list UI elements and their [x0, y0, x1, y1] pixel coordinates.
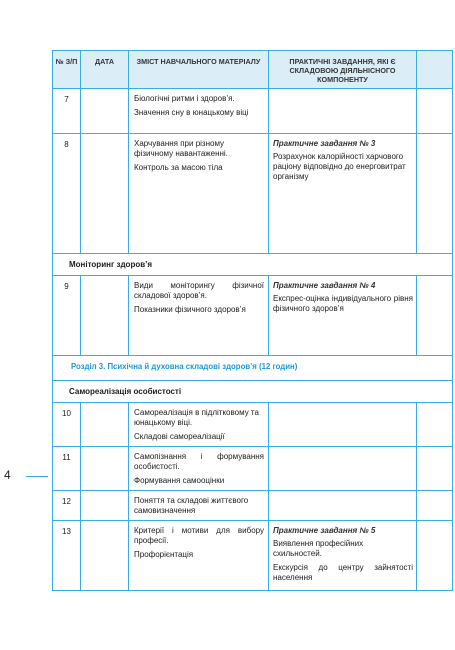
content-line: Складові самореалізації	[134, 432, 225, 441]
lesson-plan-table	[52, 50, 453, 591]
content-line: Біологічні ритми і здоров’я.	[134, 94, 235, 103]
content-line: Формування самооцінки	[134, 476, 225, 485]
content-line: Критерії і мотиви для вибору професії.	[134, 526, 264, 545]
section-row	[53, 254, 453, 276]
row-content	[129, 491, 269, 521]
row-number: 12	[53, 491, 81, 521]
row-task	[269, 491, 417, 521]
task-title: Практичне завдання № 5	[273, 526, 376, 535]
row-task	[269, 89, 417, 134]
header-tasks: ПРАКТИЧНІ ЗАВДАННЯ, ЯКІ Є СКЛАДОВОЮ ДІЯЛЬНІСНОГО КОМПОНЕНТУ	[269, 51, 417, 89]
content-line: Профорієнтація	[134, 550, 194, 559]
header-extra	[417, 51, 453, 89]
section-title: Самореалізація особистості	[53, 381, 453, 403]
content-line: Контроль за масою тіла	[134, 163, 223, 172]
row-task	[269, 521, 417, 591]
header-content: ЗМІСТ НАВЧАЛЬНОГО МАТЕРІАЛУ	[129, 51, 269, 89]
row-content	[129, 521, 269, 591]
task-title: Практичне завдання № 3	[273, 139, 376, 148]
row-number: 11	[53, 447, 81, 491]
table-row	[53, 134, 453, 254]
content-line: Показники фізичного здоров’я	[134, 305, 246, 314]
section-row	[53, 381, 453, 403]
task-text: Розрахунок калорійності харчового раціону відповідно до енерговитрат організму	[273, 152, 406, 181]
row-extra	[417, 276, 453, 356]
task-text: Експрес-оцінка індивідуального рівня фізичного здоров’я	[273, 294, 413, 313]
header-date: ДАТА	[81, 51, 129, 89]
table-row	[53, 276, 453, 356]
row-content	[129, 403, 269, 447]
row-number: 10	[53, 403, 81, 447]
row-number: 7	[53, 89, 81, 134]
content-line: Самопізнання і формування особистості.	[134, 452, 264, 471]
header-num: № З/П	[53, 51, 81, 89]
row-date	[81, 134, 129, 254]
row-extra	[417, 447, 453, 491]
row-extra	[417, 491, 453, 521]
page-number: 4	[4, 468, 11, 482]
content-line: Значення сну в юнацькому віці	[134, 108, 249, 117]
row-extra	[417, 134, 453, 254]
row-task	[269, 447, 417, 491]
row-content	[129, 276, 269, 356]
table-row	[53, 491, 453, 521]
content-line: Харчування при різному фізичному навантаженні.	[134, 139, 228, 158]
row-content	[129, 89, 269, 134]
chapter-title: Розділ 3. Психічна й духовна складові здоров’я (12 годин)	[53, 356, 453, 381]
table-row	[53, 89, 453, 134]
table-row	[53, 403, 453, 447]
row-number: 13	[53, 521, 81, 591]
row-date	[81, 403, 129, 447]
row-task	[269, 134, 417, 254]
task-text: Виявлення професійних схильностей.	[273, 539, 364, 558]
task-title: Практичне завдання № 4	[273, 281, 376, 290]
row-number: 8	[53, 134, 81, 254]
row-date	[81, 276, 129, 356]
row-date	[81, 89, 129, 134]
page-number-rule	[26, 476, 48, 477]
section-title: Моніторинг здоров’я	[53, 254, 453, 276]
row-task	[269, 403, 417, 447]
row-date	[81, 521, 129, 591]
content-line: Поняття та складові життєвого самовизначення	[134, 496, 249, 515]
row-extra	[417, 521, 453, 591]
row-date	[81, 447, 129, 491]
content-line: Види моніторингу фізичної складової здоров’я.	[134, 281, 264, 300]
table-row	[53, 447, 453, 491]
row-task	[269, 276, 417, 356]
row-number: 9	[53, 276, 81, 356]
table-row	[53, 521, 453, 591]
row-extra	[417, 403, 453, 447]
row-date	[81, 491, 129, 521]
task-text: Екскурсія до центру зайнятості населення	[273, 563, 413, 582]
row-content	[129, 447, 269, 491]
table-header-row	[53, 51, 453, 89]
row-content	[129, 134, 269, 254]
row-extra	[417, 89, 453, 134]
content-line: Самореалізація в підлітковому та юнацькому віці.	[134, 408, 259, 427]
chapter-row	[53, 356, 453, 381]
